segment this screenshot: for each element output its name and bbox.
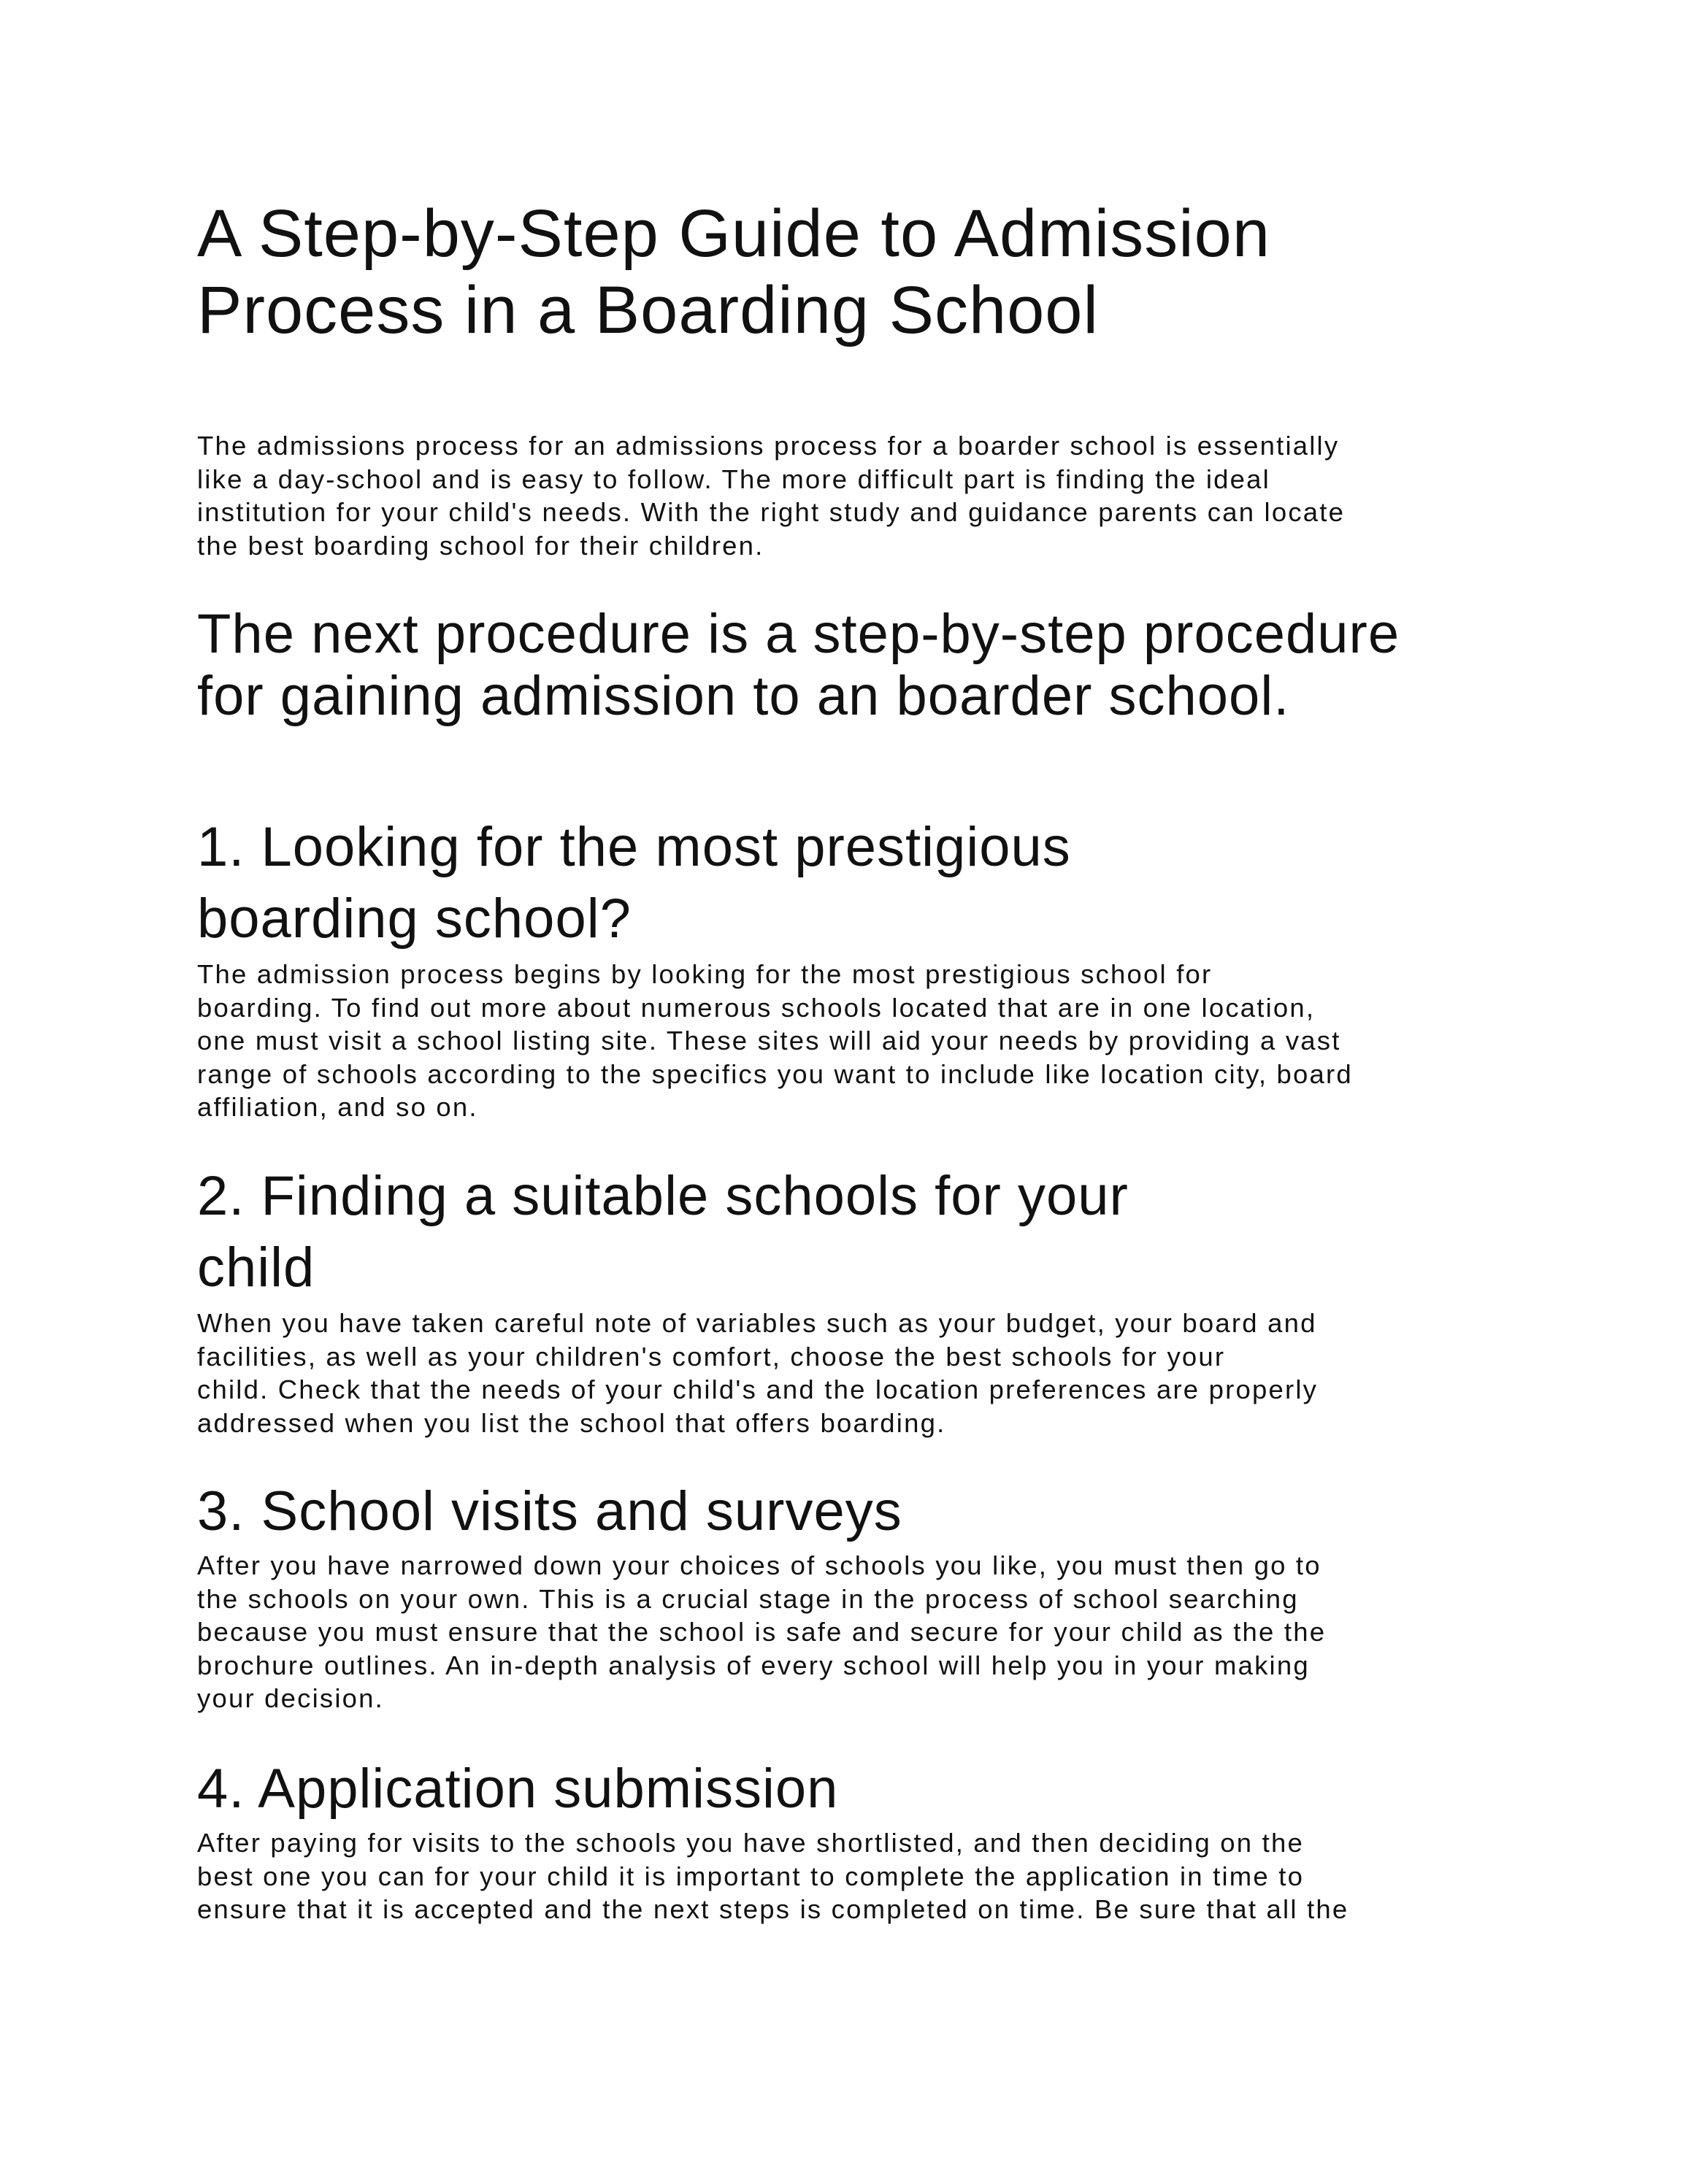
title-line: Process in a Boarding School	[197, 273, 1099, 347]
text-line: the best boarding school for their children.	[197, 530, 764, 561]
section-heading-1	[197, 812, 1584, 955]
text-line: one must visit a school listing site. These sites will aid your needs by providing a vast	[197, 1026, 1341, 1056]
text-line: affiliation, and so on.	[197, 1092, 478, 1122]
heading-line: child	[197, 1237, 315, 1299]
section-heading-4	[197, 1753, 1584, 1825]
text-line: institution for your child's needs. With the right study and guidance parents can locate	[197, 497, 1346, 527]
section-body-1	[197, 958, 1584, 1124]
text-line: like a day-school and is easy to follow. The more difficult part is finding the ideal	[197, 464, 1270, 494]
intro-paragraph	[197, 429, 1584, 562]
text-line: The admissions process for an admissions process for a boarder school is essentially	[197, 431, 1340, 461]
text-line: because you must ensure that the school is safe and secure for your child as the the	[197, 1617, 1327, 1647]
text-line: range of schools according to the specifics you want to include like location city, board	[197, 1058, 1353, 1089]
text-line: boarding. To find out more about numerous schools located that are in one location,	[197, 992, 1316, 1023]
procedure-subheading	[197, 603, 1584, 727]
text-line: addressed when you list the school that offers boarding.	[197, 1407, 946, 1438]
subheading-line: for gaining admission to an boarder school.	[197, 665, 1290, 727]
document-title	[197, 196, 1584, 349]
heading-line: 1. Looking for the most prestigious	[197, 816, 1071, 878]
text-line: After you have narrowed down your choices of schools you like, you must then go to	[197, 1550, 1321, 1580]
text-line: When you have taken careful note of variables such as your budget, your board and	[197, 1308, 1317, 1338]
section-body-2	[197, 1307, 1584, 1439]
section-heading-3	[197, 1476, 1584, 1547]
heading-line: boarding school?	[197, 888, 632, 950]
heading-line: 2. Finding a suitable schools for your	[197, 1165, 1129, 1227]
text-line: After paying for visits to the schools you have shortlisted, and then deciding on the	[197, 1828, 1304, 1858]
subheading-line: The next procedure is a step-by-step procedure	[197, 603, 1400, 665]
section-heading-2	[197, 1161, 1584, 1304]
text-line: The admission process begins by looking for the most prestigious school for	[197, 959, 1213, 989]
text-line: your decision.	[197, 1683, 385, 1713]
heading-line: 3. School visits and surveys	[197, 1480, 902, 1542]
heading-line: 4. Application submission	[197, 1758, 839, 1820]
text-line: brochure outlines. An in-depth analysis of every school will help you in your making	[197, 1650, 1310, 1680]
text-line: ensure that it is accepted and the next steps is completed on time. Be sure that all the	[197, 1894, 1349, 1924]
text-line: best one you can for your child it is important to complete the application in time to	[197, 1861, 1305, 1891]
text-line: child. Check that the needs of your child's and the location preferences are properly	[197, 1374, 1319, 1404]
text-line: the schools on your own. This is a crucial stage in the process of school searching	[197, 1583, 1299, 1614]
section-body-3	[197, 1549, 1584, 1715]
section-body-4	[197, 1826, 1584, 1926]
title-line: A Step-by-Step Guide to Admission	[197, 196, 1271, 271]
text-line: facilities, as well as your children's comfort, choose the best schools for your	[197, 1341, 1226, 1372]
